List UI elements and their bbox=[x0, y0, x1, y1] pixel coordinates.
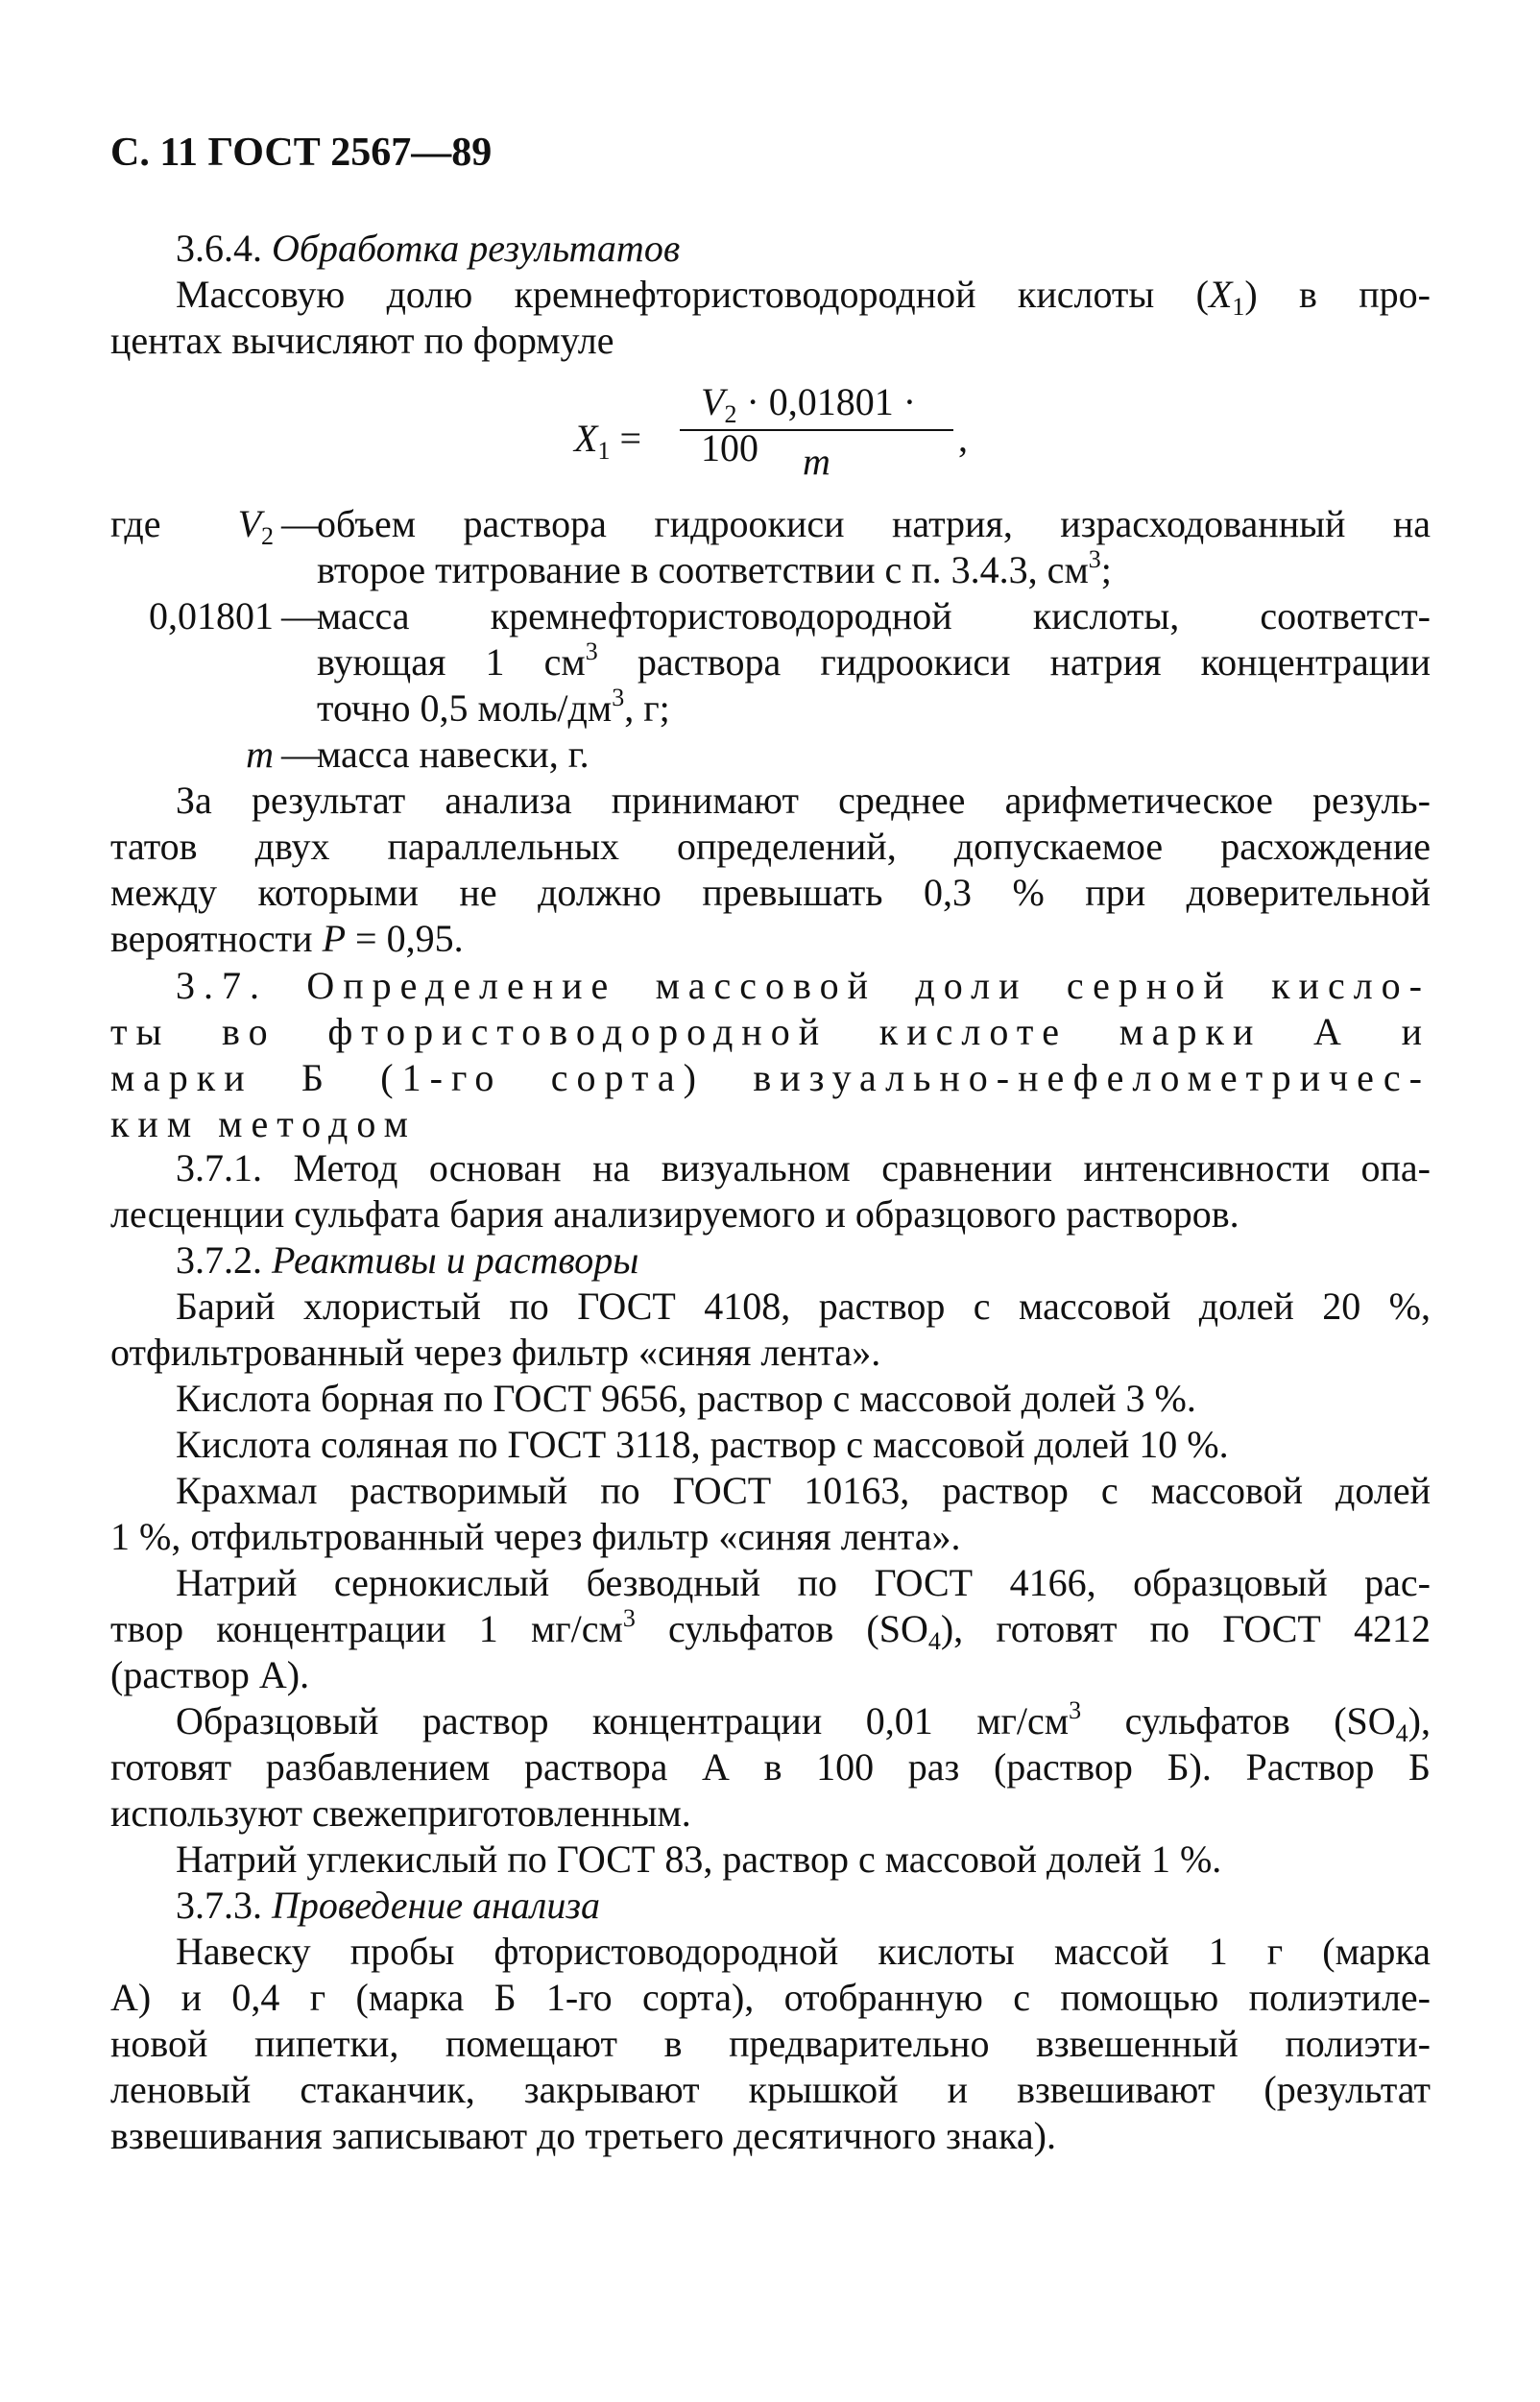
text-run: = 0,95. bbox=[346, 917, 464, 960]
text-line: Натрий углекислый по ГОСТ 83, раствор с массовой долей 1 %. bbox=[176, 1838, 1222, 1881]
definition-term: m bbox=[246, 733, 274, 776]
formula-lhs bbox=[574, 416, 641, 465]
superscript: 3 bbox=[1069, 1696, 1082, 1724]
text-line: масса кремнефтористоводородной кислоты, соответст- bbox=[317, 594, 1431, 637]
text-line: Барий хлористый по ГОСТ 4108, раствор с массовой долей 20 %, bbox=[176, 1285, 1431, 1328]
text-run: сульфатов (SO bbox=[1081, 1699, 1396, 1742]
text-line: За результат анализа принимают среднее арифметическое резуль- bbox=[176, 779, 1431, 822]
definition-dash: — bbox=[281, 594, 320, 637]
variable: V bbox=[701, 380, 725, 423]
section-3-7-3-title bbox=[110, 1883, 1431, 1929]
subscript: 1 bbox=[1232, 293, 1245, 321]
reagent-sodium-carbonate bbox=[110, 1837, 1431, 1883]
subscript: 4 bbox=[927, 1627, 941, 1655]
subscript: 4 bbox=[1395, 1719, 1408, 1747]
text-line bbox=[317, 639, 1431, 685]
page-header: С. 11 ГОСТ 2567—89 bbox=[110, 131, 493, 175]
definition-term bbox=[206, 501, 274, 550]
text-run: · 0,01801 · 100 bbox=[701, 380, 917, 469]
subscript: 1 bbox=[597, 437, 611, 465]
section-3-7-heading bbox=[110, 963, 1431, 1147]
text-run: вующая 1 см bbox=[317, 640, 586, 684]
text-line: ты во фтористоводородной кислоте марки А и bbox=[110, 1010, 1431, 1053]
text-line bbox=[110, 1696, 1431, 1747]
text-line: Навеску пробы фтористоводородной кислоты массой 1 г (марка bbox=[176, 1930, 1431, 1973]
definition-dash: — bbox=[281, 502, 320, 545]
section-title: Проведение анализа bbox=[272, 1884, 600, 1927]
variable: P bbox=[322, 917, 347, 960]
text-line: готовят разбавлением раствора А в 100 раз (раствор Б). Раствор Б bbox=[110, 1745, 1431, 1789]
section-3-7-2-title bbox=[110, 1237, 1431, 1284]
analysis-procedure-paragraph bbox=[110, 1929, 1431, 2159]
variable: X bbox=[1208, 273, 1233, 316]
text-line: отфильтрованный через фильтр «синяя лента». bbox=[110, 1331, 881, 1374]
definition-dash: — bbox=[281, 733, 320, 776]
text-line: объем раствора гидроокиси натрия, израсходованный на bbox=[317, 502, 1431, 545]
text-line: Кислота соляная по ГОСТ 3118, раствор с массовой долей 10 %. bbox=[176, 1423, 1229, 1466]
reagent-boric-acid bbox=[110, 1376, 1431, 1422]
text-line: 1 %, отфильтрованный через фильтр «синяя лента». bbox=[110, 1515, 961, 1558]
result-paragraph bbox=[110, 778, 1431, 962]
reagent-sodium-sulfate bbox=[110, 1560, 1431, 1698]
text-line bbox=[317, 547, 1431, 593]
text-line bbox=[110, 1604, 1432, 1655]
text-run: Образцовый раствор концентрации 0,01 мг/см bbox=[176, 1699, 1070, 1742]
superscript: 3 bbox=[612, 684, 625, 711]
text-line: взвешивания записывают до третьего десятичного знака). bbox=[110, 2114, 1056, 2157]
variable: V bbox=[237, 502, 261, 545]
text-line: между которыми не должно превышать 0,3 % при доверительной bbox=[110, 871, 1431, 914]
text-run: раствора гидроокиси натрия концентрации bbox=[597, 640, 1431, 684]
text-line: используют свежеприготовленным. bbox=[110, 1791, 691, 1835]
text-line bbox=[110, 272, 1431, 321]
section-number: 3.7.2. bbox=[176, 1238, 262, 1282]
section-3-6-4-title bbox=[110, 226, 1431, 272]
fraction-bar bbox=[680, 429, 953, 431]
reagent-reference-solution bbox=[110, 1698, 1431, 1837]
text-run: ; bbox=[1100, 548, 1112, 591]
text-line: ким методом bbox=[110, 1102, 417, 1145]
text-line: леновый стаканчик, закрывают крышкой и взвешивают (результат bbox=[110, 2068, 1431, 2111]
superscript: 3 bbox=[1088, 545, 1101, 573]
text-line: новой пипетки, помещают в предварительно взвешенный полиэти- bbox=[110, 2022, 1431, 2065]
superscript: 3 bbox=[622, 1604, 636, 1632]
text-line bbox=[110, 916, 1431, 962]
definition-prefix: где bbox=[110, 502, 161, 545]
text-line: масса навески, г. bbox=[317, 733, 590, 776]
text-line: лесценции сульфата бария анализируемого и образцового растворов. bbox=[110, 1192, 1239, 1236]
section-3-7-1 bbox=[110, 1145, 1431, 1237]
text-line: 3.7.1. Метод основан на визуальном сравнении интенсивности опа- bbox=[176, 1146, 1431, 1189]
formula-numerator bbox=[701, 379, 977, 471]
text-line: Натрий сернокислый безводный по ГОСТ 4166, образцовый рас- bbox=[176, 1561, 1431, 1604]
section-number: 3.7.3. bbox=[176, 1884, 262, 1927]
text-run: вероятности bbox=[110, 917, 323, 960]
formula-comma: , bbox=[958, 417, 968, 460]
text-run: ), bbox=[1408, 1699, 1431, 1742]
text-run: сульфатов (SO bbox=[635, 1607, 928, 1650]
reagent-starch bbox=[110, 1468, 1431, 1560]
subscript: 2 bbox=[261, 522, 274, 550]
text-line: 3.7. Определение массовой доли серной кисло- bbox=[176, 964, 1431, 1007]
text-run: точно 0,5 моль/дм bbox=[317, 686, 613, 730]
text-run: твор концентрации 1 мг/см bbox=[110, 1607, 623, 1650]
section-title: Обработка результатов bbox=[272, 227, 681, 270]
section-title: Реактивы и растворы bbox=[272, 1238, 639, 1282]
variable: X bbox=[574, 417, 598, 460]
equals-sign: = bbox=[619, 417, 641, 460]
definition-text bbox=[317, 593, 1431, 732]
reagent-barium-chloride bbox=[110, 1284, 1431, 1376]
text-line bbox=[317, 685, 1431, 732]
text-run: ) в про- bbox=[1244, 273, 1431, 316]
formula-denominator: m bbox=[803, 440, 830, 483]
section-number: 3.6.4. bbox=[176, 227, 262, 270]
text-run: Массовую долю кремнефтористоводородной кислоты ( bbox=[176, 273, 1209, 316]
text-line: Кислота борная по ГОСТ 9656, раствор с массовой долей 3 %. bbox=[176, 1377, 1196, 1420]
definition-term: 0,01801 bbox=[149, 594, 274, 637]
text-run: , г; bbox=[624, 686, 670, 730]
text-run: ), готовят по ГОСТ 4212 bbox=[940, 1607, 1432, 1650]
definition-text bbox=[317, 732, 1431, 778]
text-line: марки Б (1-го сорта) визуально-нефелометричес- bbox=[110, 1056, 1431, 1099]
reagent-hydrochloric-acid bbox=[110, 1422, 1431, 1468]
text-line: Крахмал растворимый по ГОСТ 10163, раствор с массовой долей bbox=[176, 1469, 1431, 1512]
definition-text bbox=[317, 501, 1431, 593]
text-line: татов двух параллельных определений, допускаемое расхождение bbox=[110, 825, 1431, 868]
superscript: 3 bbox=[585, 637, 598, 665]
subscript: 2 bbox=[724, 400, 737, 428]
text-line: центах вычисляют по формуле bbox=[110, 319, 614, 362]
text-line: (раствор А). bbox=[110, 1653, 310, 1696]
text-line: А) и 0,4 г (марка Б 1-го сорта), отобранную с помощью полиэтиле- bbox=[110, 1976, 1431, 2019]
text-run: второе титрование в соответствии с п. 3.4.3, см bbox=[317, 548, 1089, 591]
formula-intro-paragraph bbox=[110, 272, 1431, 364]
formula-x1 bbox=[574, 379, 977, 494]
